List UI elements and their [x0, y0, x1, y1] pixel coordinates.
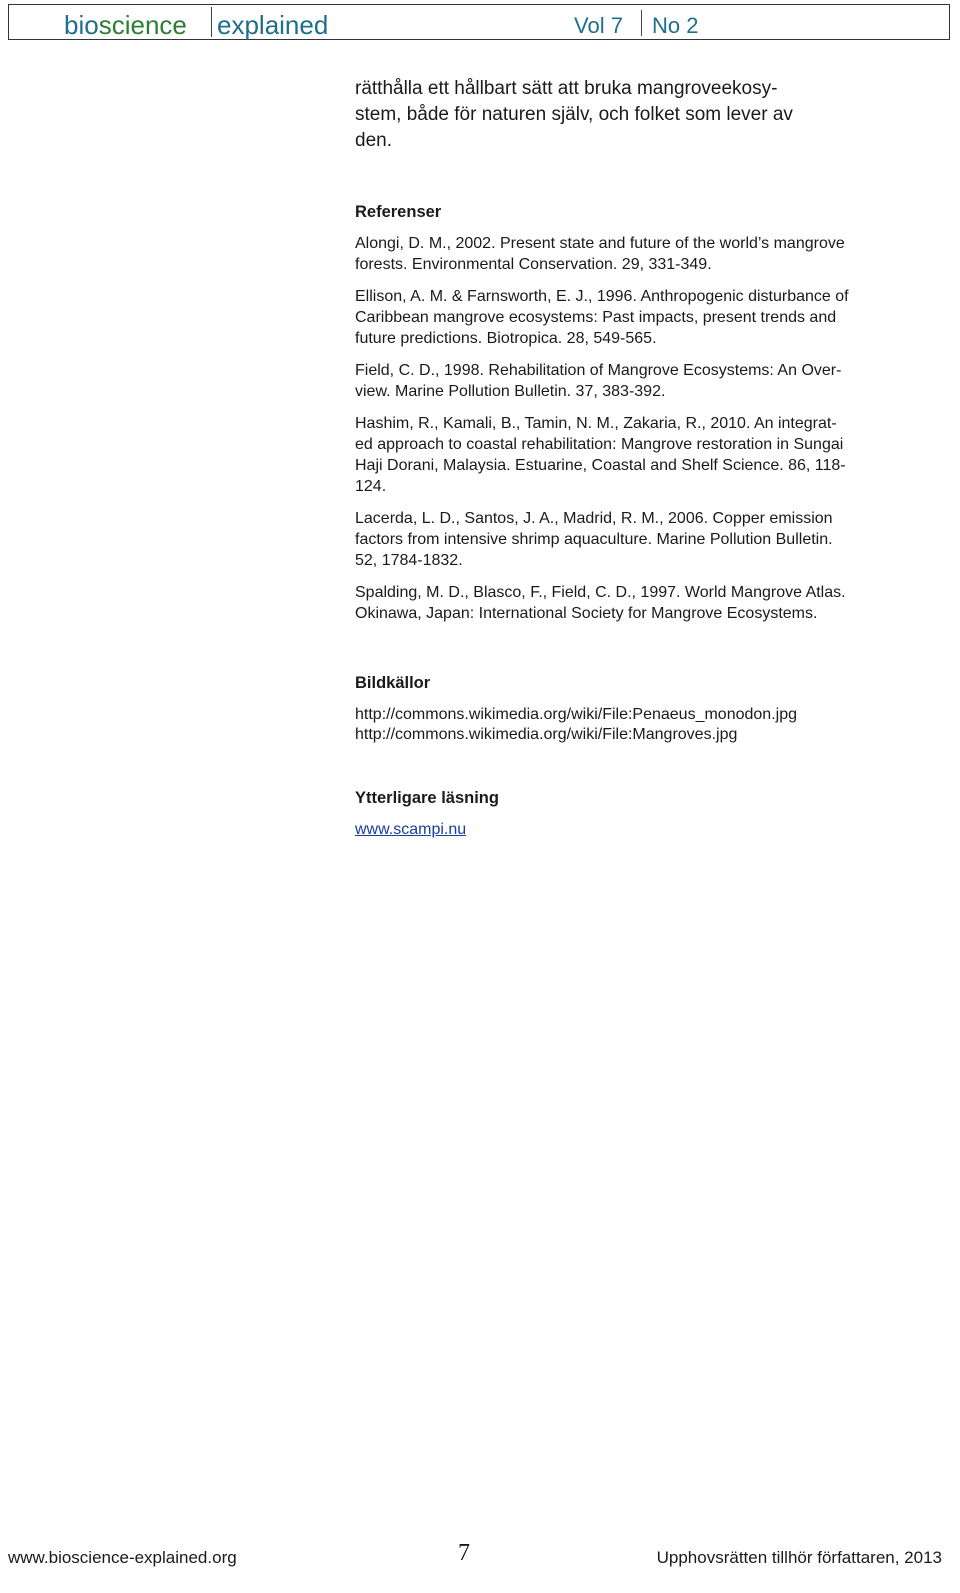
reference-line: future predictions. Biotropica. 28, 549-565.: [355, 330, 657, 347]
reference-line: 124.: [355, 478, 387, 495]
image-sources-heading: Bildkällor: [355, 674, 431, 692]
page-header: [8, 4, 950, 40]
article-body: [355, 76, 943, 840]
reference-line: Caribbean mangrove ecosystems: Past impacts, present trends and: [355, 309, 837, 326]
reference-item: [355, 413, 943, 497]
reference-line: Spalding, M. D., Blasco, F., Field, C. D., 1997. World Mangrove Atlas.: [355, 584, 846, 601]
reference-line: factors from intensive shrimp aquaculture. Marine Pollution Bulletin.: [355, 531, 833, 548]
intro-line: rätthålla ett hållbart sätt att bruka mangroveekosy-: [355, 78, 778, 99]
reference-item: [355, 508, 943, 571]
footer-copyright: Upphovsrätten tillhör författaren, 2013: [656, 1548, 942, 1567]
reference-line: Alongi, D. M., 2002. Present state and future of the world’s mangrove: [355, 235, 845, 252]
intro-paragraph: [355, 76, 943, 154]
reference-line: Lacerda, L. D., Santos, J. A., Madrid, R. M., 2006. Copper emission: [355, 510, 833, 527]
header-divider: [211, 7, 212, 37]
journal-logo: [64, 10, 187, 40]
reference-line: Ellison, A. M. & Farnsworth, E. J., 1996. Anthropogenic disturbance of: [355, 288, 849, 305]
volume-label: Vol 7: [574, 13, 623, 38]
references-list: [355, 233, 943, 624]
reference-item: [355, 286, 943, 349]
reference-line: Okinawa, Japan: International Society for Mangrove Ecosystems.: [355, 605, 818, 622]
page-number: 7: [458, 1540, 470, 1566]
reference-item: [355, 233, 943, 275]
logo-bio: bio: [64, 10, 99, 40]
further-reading-link[interactable]: www.scampi.nu: [355, 821, 467, 838]
page-footer: [0, 1540, 960, 1580]
issue-divider: [641, 10, 642, 36]
reference-line: 52, 1784-1832.: [355, 552, 463, 569]
logo-science: science: [98, 10, 187, 40]
further-reading-heading: Ytterligare läsning: [355, 789, 499, 807]
footer-site-url: www.bioscience-explained.org: [8, 1548, 237, 1567]
reference-line: view. Marine Pollution Bulletin. 37, 383-392.: [355, 383, 666, 400]
reference-line: forests. Environmental Conservation. 29, 331-349.: [355, 256, 712, 273]
intro-line: stem, både för naturen själv, och folket som lever av: [355, 104, 793, 125]
reference-line: ed approach to coastal rehabilitation: Mangrove restoration in Sungai: [355, 436, 844, 453]
image-source-url: http://commons.wikimedia.org/wiki/File:Mangroves.jpg: [355, 726, 738, 743]
journal-logo-explained: [217, 10, 328, 40]
reference-item: [355, 582, 943, 624]
reference-line: Hashim, R., Kamali, B., Tamin, N. M., Zakaria, R., 2010. An integrat-: [355, 415, 837, 432]
reference-item: [355, 360, 943, 402]
intro-line: den.: [355, 130, 392, 151]
references-heading: Referenser: [355, 203, 442, 221]
reference-line: Haji Dorani, Malaysia. Estuarine, Coastal and Shelf Science. 86, 118-: [355, 457, 846, 474]
reference-line: Field, C. D., 1998. Rehabilitation of Mangrove Ecosystems: An Over-: [355, 362, 842, 379]
issue-number-label: No 2: [652, 13, 699, 38]
logo-explained: explained: [217, 10, 329, 40]
image-sources-list: [355, 705, 943, 745]
image-source-url: http://commons.wikimedia.org/wiki/File:Penaeus_monodon.jpg: [355, 706, 797, 723]
